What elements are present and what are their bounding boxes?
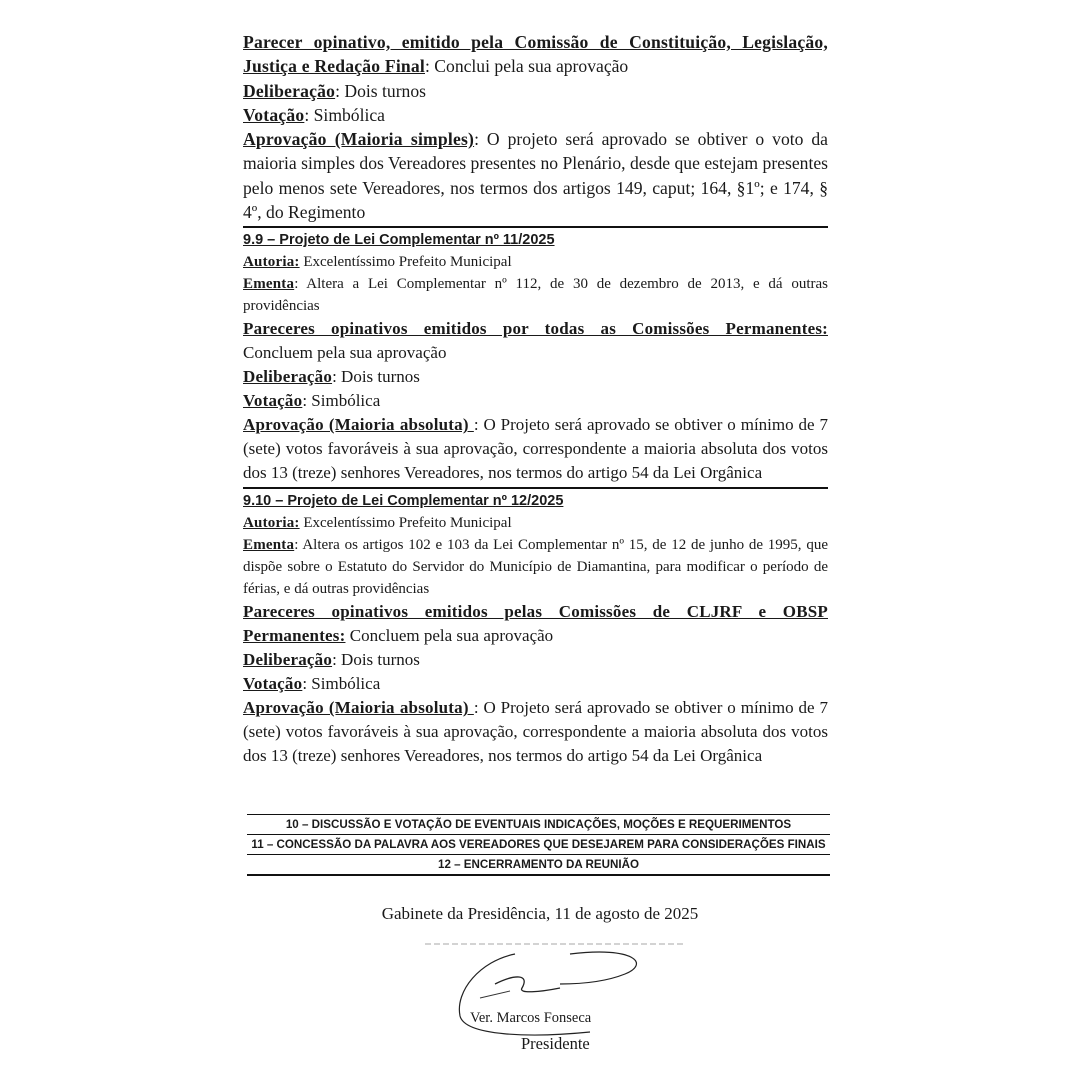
- autoria-value: Excelentíssimo Prefeito Municipal: [299, 254, 512, 271]
- pareceres-line-2: [243, 624, 828, 648]
- deliberacao-label: Deliberação: [243, 367, 333, 387]
- aprovacao-value: : O Projeto será aprovado se obtiver o mínimo de 7 (sete) votos favoráveis à sua aprovação, correspondente a maioria absoluta dos votos dos 13 (treze) senhores Vereadores, nos termos do artigo 54 da Lei Orgânica: [243, 415, 828, 483]
- deliberacao-label: Deliberação: [243, 650, 333, 670]
- votacao-label: Votação: [243, 391, 303, 411]
- ementa-label: Ementa: [243, 537, 295, 554]
- aprovacao-label: Aprovação (Maioria absoluta): [243, 698, 474, 718]
- parecer-line-2: [243, 54, 828, 78]
- block-item-9-9: [243, 229, 828, 485]
- document-body: [243, 30, 828, 768]
- parecer-label: Parecer opinativo, emitido pela Comissão de Constituição, Legislação,: [243, 32, 828, 52]
- pareceres-line: [243, 600, 828, 624]
- votacao-label: Votação: [243, 674, 303, 694]
- parecer-line-1: [243, 30, 828, 54]
- aprovacao-paragraph: [243, 696, 828, 768]
- agenda-item-10: 10 – DISCUSSÃO E VOTAÇÃO DE EVENTUAIS INDICAÇÕES, MOÇÕES E REQUERIMENTOS: [247, 814, 830, 834]
- signer-role: Presidente: [521, 1034, 590, 1053]
- pareceres-value: Concluem pela sua aprovação: [243, 343, 447, 363]
- votacao-value: : Simbólica: [302, 674, 381, 694]
- agenda-item-12: 12 – ENCERRAMENTO DA REUNIÃO: [247, 854, 830, 876]
- pareceres-line: [243, 317, 828, 341]
- deliberacao-value: : Dois turnos: [332, 650, 420, 670]
- pareceres-value: Concluem pela sua aprovação: [345, 626, 554, 646]
- item-title: 9.10 – Projeto de Lei Complementar nº 12/2025: [243, 493, 564, 510]
- deliberacao-line: [243, 648, 828, 672]
- aprovacao-value: : O Projeto será aprovado se obtiver o mínimo de 7 (sete) votos favoráveis à sua aprovação, correspondente a maioria absoluta dos votos dos 13 (treze) senhores Vereadores, nos termos do artigo 54 da Lei Orgânica: [243, 698, 828, 766]
- aprovacao-label: Aprovação (Maioria simples): [243, 129, 475, 150]
- ementa-paragraph: [243, 273, 828, 317]
- aprovacao-paragraph: [243, 127, 828, 224]
- parecer-value: : Conclui pela sua aprovação: [425, 56, 629, 77]
- autoria-label: Autoria:: [243, 515, 300, 532]
- ementa-label: Ementa: [243, 276, 295, 293]
- deliberacao-line: [243, 365, 828, 389]
- signer-name: Ver. Marcos Fonseca: [470, 1010, 592, 1026]
- aprovacao-paragraph: [243, 413, 828, 485]
- aprovacao-label: Aprovação (Maioria absoluta): [243, 415, 474, 435]
- agenda-item-11: 11 – CONCESSÃO DA PALAVRA AOS VEREADORES QUE DESEJAREM PARA CONSIDERAÇÕES FINAIS: [247, 834, 830, 854]
- deliberacao-label: Deliberação: [243, 80, 336, 101]
- votacao-line: [243, 103, 828, 127]
- deliberacao-line: [243, 79, 828, 103]
- ementa-value: : Altera os artigos 102 e 103 da Lei Complementar nº 15, de 12 de junho de 1995, que dispõe sobre o Estatuto do Servidor do Município de Diamantina, para modificar o período de férias, e dá outras providências: [243, 537, 828, 598]
- deliberacao-value: : Dois turnos: [335, 80, 427, 101]
- ementa-value: : Altera a Lei Complementar nº 112, de 30 de dezembro de 2013, e dá outras providências: [243, 276, 828, 315]
- item-title: 9.9 – Projeto de Lei Complementar nº 11/2025: [243, 232, 555, 249]
- block-item-9-10: [243, 490, 828, 768]
- votacao-label: Votação: [243, 104, 305, 125]
- autoria-value: Excelentíssimo Prefeito Municipal: [299, 515, 512, 532]
- pareceres-label-cont: Permanentes:: [243, 626, 346, 646]
- votacao-line: [243, 672, 828, 696]
- place-date: Gabinete da Presidência, 11 de agosto de 2025: [381, 904, 699, 923]
- parecer-label-cont: Justiça e Redação Final: [243, 56, 425, 77]
- divider: [243, 487, 828, 489]
- votacao-value: : Simbólica: [302, 391, 381, 411]
- aprovacao-value: : O projeto será aprovado se obtiver o voto da maioria simples dos Vereadores presentes no Plenário, desde que estejam presentes pelo menos sete Vereadores, nos termos dos artigos 149, caput; 164, §1º; e 174, § 4º, do Regimento: [243, 129, 828, 223]
- autoria-line: [243, 251, 828, 273]
- divider: [243, 226, 828, 228]
- ementa-paragraph: [243, 534, 828, 600]
- agenda-list: [247, 814, 830, 876]
- autoria-line: [243, 512, 828, 534]
- pareceres-label: Pareceres opinativos emitidos por todas as Comissões Permanentes:: [243, 319, 828, 339]
- pareceres-label: Pareceres opinativos emitidos pelas Comissões de CLJRF e OBSP: [243, 602, 828, 622]
- handwritten-signature: [420, 936, 700, 1046]
- votacao-line: [243, 389, 828, 413]
- autoria-label: Autoria:: [243, 254, 300, 271]
- votacao-value: : Simbólica: [304, 104, 385, 125]
- deliberacao-value: : Dois turnos: [332, 367, 420, 387]
- block-previous-item: [243, 30, 828, 224]
